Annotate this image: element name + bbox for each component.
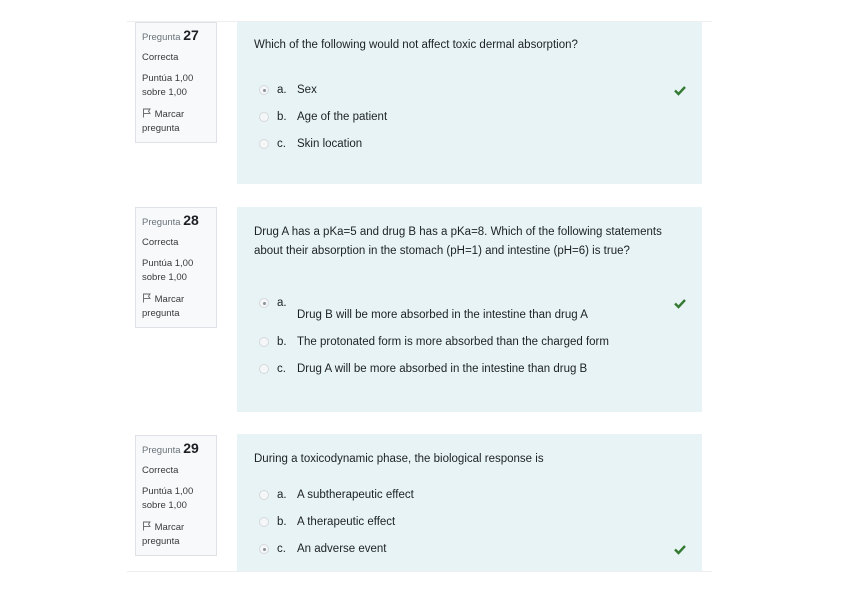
answer-text: Skin location (297, 137, 363, 150)
question-label: Pregunta (142, 217, 181, 228)
radio-button[interactable] (259, 85, 269, 95)
answer-option[interactable] (254, 329, 684, 356)
flag-label: Marcar (154, 522, 185, 533)
flag-label: pregunta (142, 536, 180, 547)
flag-question-link[interactable] (142, 108, 216, 136)
answer-option[interactable] (254, 296, 684, 329)
question-label: Pregunta (142, 32, 181, 43)
answer-letter: c. (277, 137, 286, 150)
answer-text: A therapeutic effect (297, 515, 396, 528)
flag-label: pregunta (142, 308, 180, 319)
question-text: Drug A has a pKa=5 and drug B has a pKa=8. Which of the following statements about their absorption in the stomach (pH=1) and intestine (pH=6) is true? (254, 226, 662, 257)
answer-option[interactable] (254, 131, 684, 158)
answer-letter: a. (277, 488, 287, 501)
check-icon (673, 77, 687, 104)
answer-text: A subtherapeutic effect (297, 488, 414, 501)
answer-text: The protonated form is more absorbed than the charged form (297, 336, 609, 348)
question-state: Correcta (142, 52, 179, 63)
question-info-27 (135, 22, 217, 143)
question-number-line (142, 212, 216, 228)
radio-button[interactable] (259, 139, 269, 149)
answer-letter: b. (277, 110, 287, 123)
flag-label: pregunta (142, 123, 180, 134)
divider (127, 571, 712, 572)
answer-letter: a. (277, 297, 287, 309)
grade-line: sobre 1,00 (142, 87, 187, 98)
radio-button[interactable] (259, 112, 269, 122)
answer-option[interactable] (254, 482, 684, 509)
flag-label: Marcar (154, 109, 185, 120)
question-label: Pregunta (142, 445, 181, 456)
answer-text: Sex (297, 83, 317, 96)
flag-label: Marcar (154, 294, 185, 305)
question-state: Correcta (142, 465, 179, 476)
radio-button[interactable] (259, 490, 269, 500)
question-text: During a toxicodynamic phase, the biological response is (254, 453, 544, 465)
answer-list (254, 296, 684, 383)
question-grade (142, 72, 216, 100)
radio-button[interactable] (259, 298, 269, 308)
question-number: 27 (183, 27, 199, 43)
radio-button[interactable] (259, 364, 269, 374)
grade-line: Puntúa 1,00 (142, 73, 194, 84)
question-info-29 (135, 435, 217, 556)
question-number-line (142, 440, 216, 456)
flag-question-link[interactable] (142, 293, 216, 321)
radio-button[interactable] (259, 337, 269, 347)
question-grade (142, 257, 216, 285)
answer-letter: a. (277, 83, 287, 96)
grade-line: Puntúa 1,00 (142, 486, 194, 497)
answer-option[interactable] (254, 536, 684, 563)
question-content-29 (237, 434, 702, 571)
grade-line: sobre 1,00 (142, 500, 187, 511)
answer-text: An adverse event (297, 542, 387, 555)
radio-button[interactable] (259, 544, 269, 554)
answer-list (254, 77, 684, 158)
radio-button[interactable] (259, 517, 269, 527)
answer-text: Drug A will be more absorbed in the intestine than drug B (297, 363, 588, 375)
grade-line: sobre 1,00 (142, 272, 187, 283)
answer-option[interactable] (254, 509, 684, 536)
question-text: Which of the following would not affect toxic dermal absorption? (254, 39, 578, 51)
question-number-line (142, 27, 216, 43)
answer-letter: b. (277, 515, 287, 528)
flag-icon (142, 521, 152, 531)
question-number: 29 (183, 440, 199, 456)
answer-list (254, 482, 684, 563)
answer-text: Age of the patient (297, 110, 388, 123)
answer-letter: c. (277, 363, 286, 375)
answer-text: Drug B will be more absorbed in the intestine than drug A (297, 309, 588, 321)
flag-icon (142, 293, 152, 303)
flag-icon (142, 108, 152, 118)
check-icon (673, 290, 687, 317)
answer-option[interactable] (254, 77, 684, 104)
answer-letter: b. (277, 336, 287, 348)
question-grade (142, 485, 216, 513)
answer-option[interactable] (254, 356, 684, 383)
question-number: 28 (183, 212, 199, 228)
answer-option[interactable] (254, 104, 684, 131)
answer-letter: c. (277, 542, 286, 555)
check-icon (673, 536, 687, 563)
question-content-28 (237, 207, 702, 412)
flag-question-link[interactable] (142, 521, 216, 549)
question-content-27 (237, 22, 702, 184)
grade-line: Puntúa 1,00 (142, 258, 194, 269)
question-state: Correcta (142, 237, 179, 248)
question-info-28 (135, 207, 217, 328)
